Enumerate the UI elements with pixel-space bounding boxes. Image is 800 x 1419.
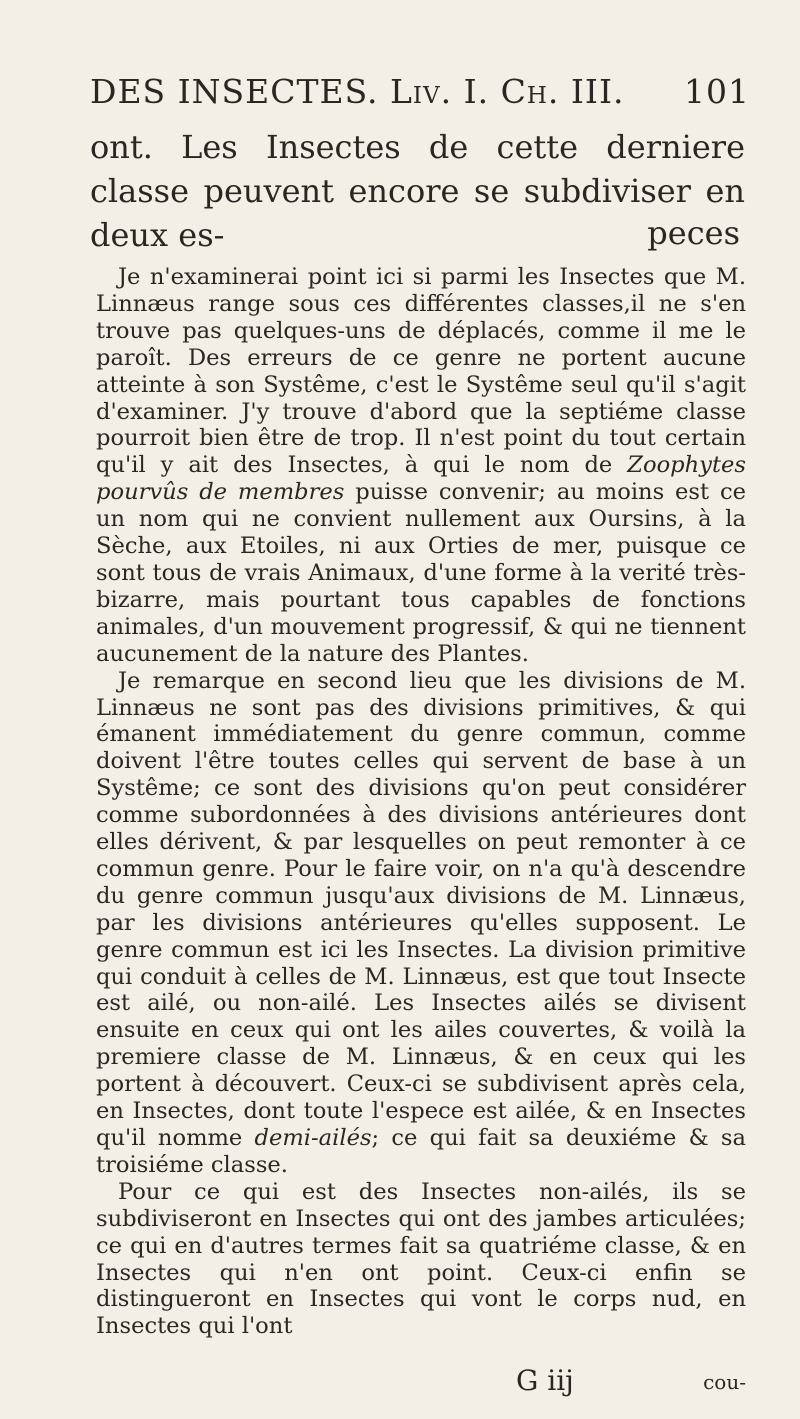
- paragraph-3-text: Pour ce qui est des Insectes non-ailés, ils se subdiviseront en Insectes qui ont des jambes articulées; ce qui en d'autres termes fait sa quatriéme classe, & en Insectes qui n'en ont point. Ceux-ci enfin se distingueront en Insectes qui vont le corps nud, en Insectes qui l'ont: [96, 1178, 746, 1340]
- signature-mark: G iij: [516, 1364, 574, 1397]
- footer-catchword: cou-: [703, 1370, 746, 1394]
- page-footer: [96, 1364, 746, 1400]
- paragraph-3: [96, 1179, 746, 1340]
- paragraph-1-text-end: puisse convenir; au moins est ce un nom qui ne convient nullement aux Oursins, à la Sèche, aux Etoiles, ni aux Orties de mer, puisque ce sont tous de vrais Animaux, d'une forme à la verité très-bizarre, mais pourtant tous capables de fonctions animales, d'un mouvement progressif, & qui ne tiennent aucunement de la nature des Plantes.: [96, 479, 746, 667]
- paragraph-1-italic: Zoophytes pourvûs de membres: [96, 452, 746, 506]
- paragraph-2-text-end: ; ce qui fait sa deuxiéme & sa troisiéme classe.: [96, 1125, 746, 1178]
- page-number: 101: [684, 72, 750, 111]
- paragraph-1: [96, 264, 746, 668]
- intro-text: ont. Les Insectes de cette derniere classe peuvent encore se subdiviser en deux es-: [90, 128, 745, 254]
- paragraph-1-text: Je n'examinerai point ici si parmi les Insectes que M. Linnæus range sous ces différentes classes,il ne s'en trouve pas quelques-uns de déplacés, comme il me le paroît. Des erreurs de ce genre ne portent aucune atteinte à son Systême, c'est le Systême seul qu'il s'agit d'examiner. J'y trouve d'abord que la septiéme classe pourroit bien être de trop. Il n'est point du tout certain qu'il y ait des Insectes, à qui le nom de: [96, 264, 746, 479]
- paragraph-2-italic: demi-ailés: [254, 1125, 372, 1151]
- paragraph-2-text: Je remarque en second lieu que les divisions de M. Linnæus ne sont pas des divisions primitives, & qui émanent immédiatement du genre commun, comme doivent l'être toutes celles qui servent de base à un Systême; ce sont des divisions qu'on peut considérer comme subordonnées à des divisions antérieures dont elles dérivent, & par lesquelles on peut remonter à ce commun genre. Pour le faire voir, on n'a qu'à descendre du genre commun jusqu'aux divisions de M. Linnæus, par les divisions antérieures qu'elles supposent. Le genre commun est ici les Insectes. La division primitive qui conduit à celles de M. Linnæus, est que tout Insecte est ailé, ou non-ailé. Les Insectes ailés se divisent ensuite en ceux qui ont les ailes couvertes, & voilà la premiere classe de M. Linnæus, & en ceux qui les portent à découvert. Ceux-ci se subdivisent après cela, en Insectes, dont toute l'espece est ailée, & en Insectes qu'il nomme: [96, 667, 746, 1151]
- body-text: [96, 264, 746, 1340]
- paragraph-2: [96, 668, 746, 1179]
- intro-catchword: peces: [647, 214, 740, 252]
- running-header: [90, 72, 750, 126]
- running-title: DES INSECTES. Liv. I. Ch. III.: [90, 72, 625, 111]
